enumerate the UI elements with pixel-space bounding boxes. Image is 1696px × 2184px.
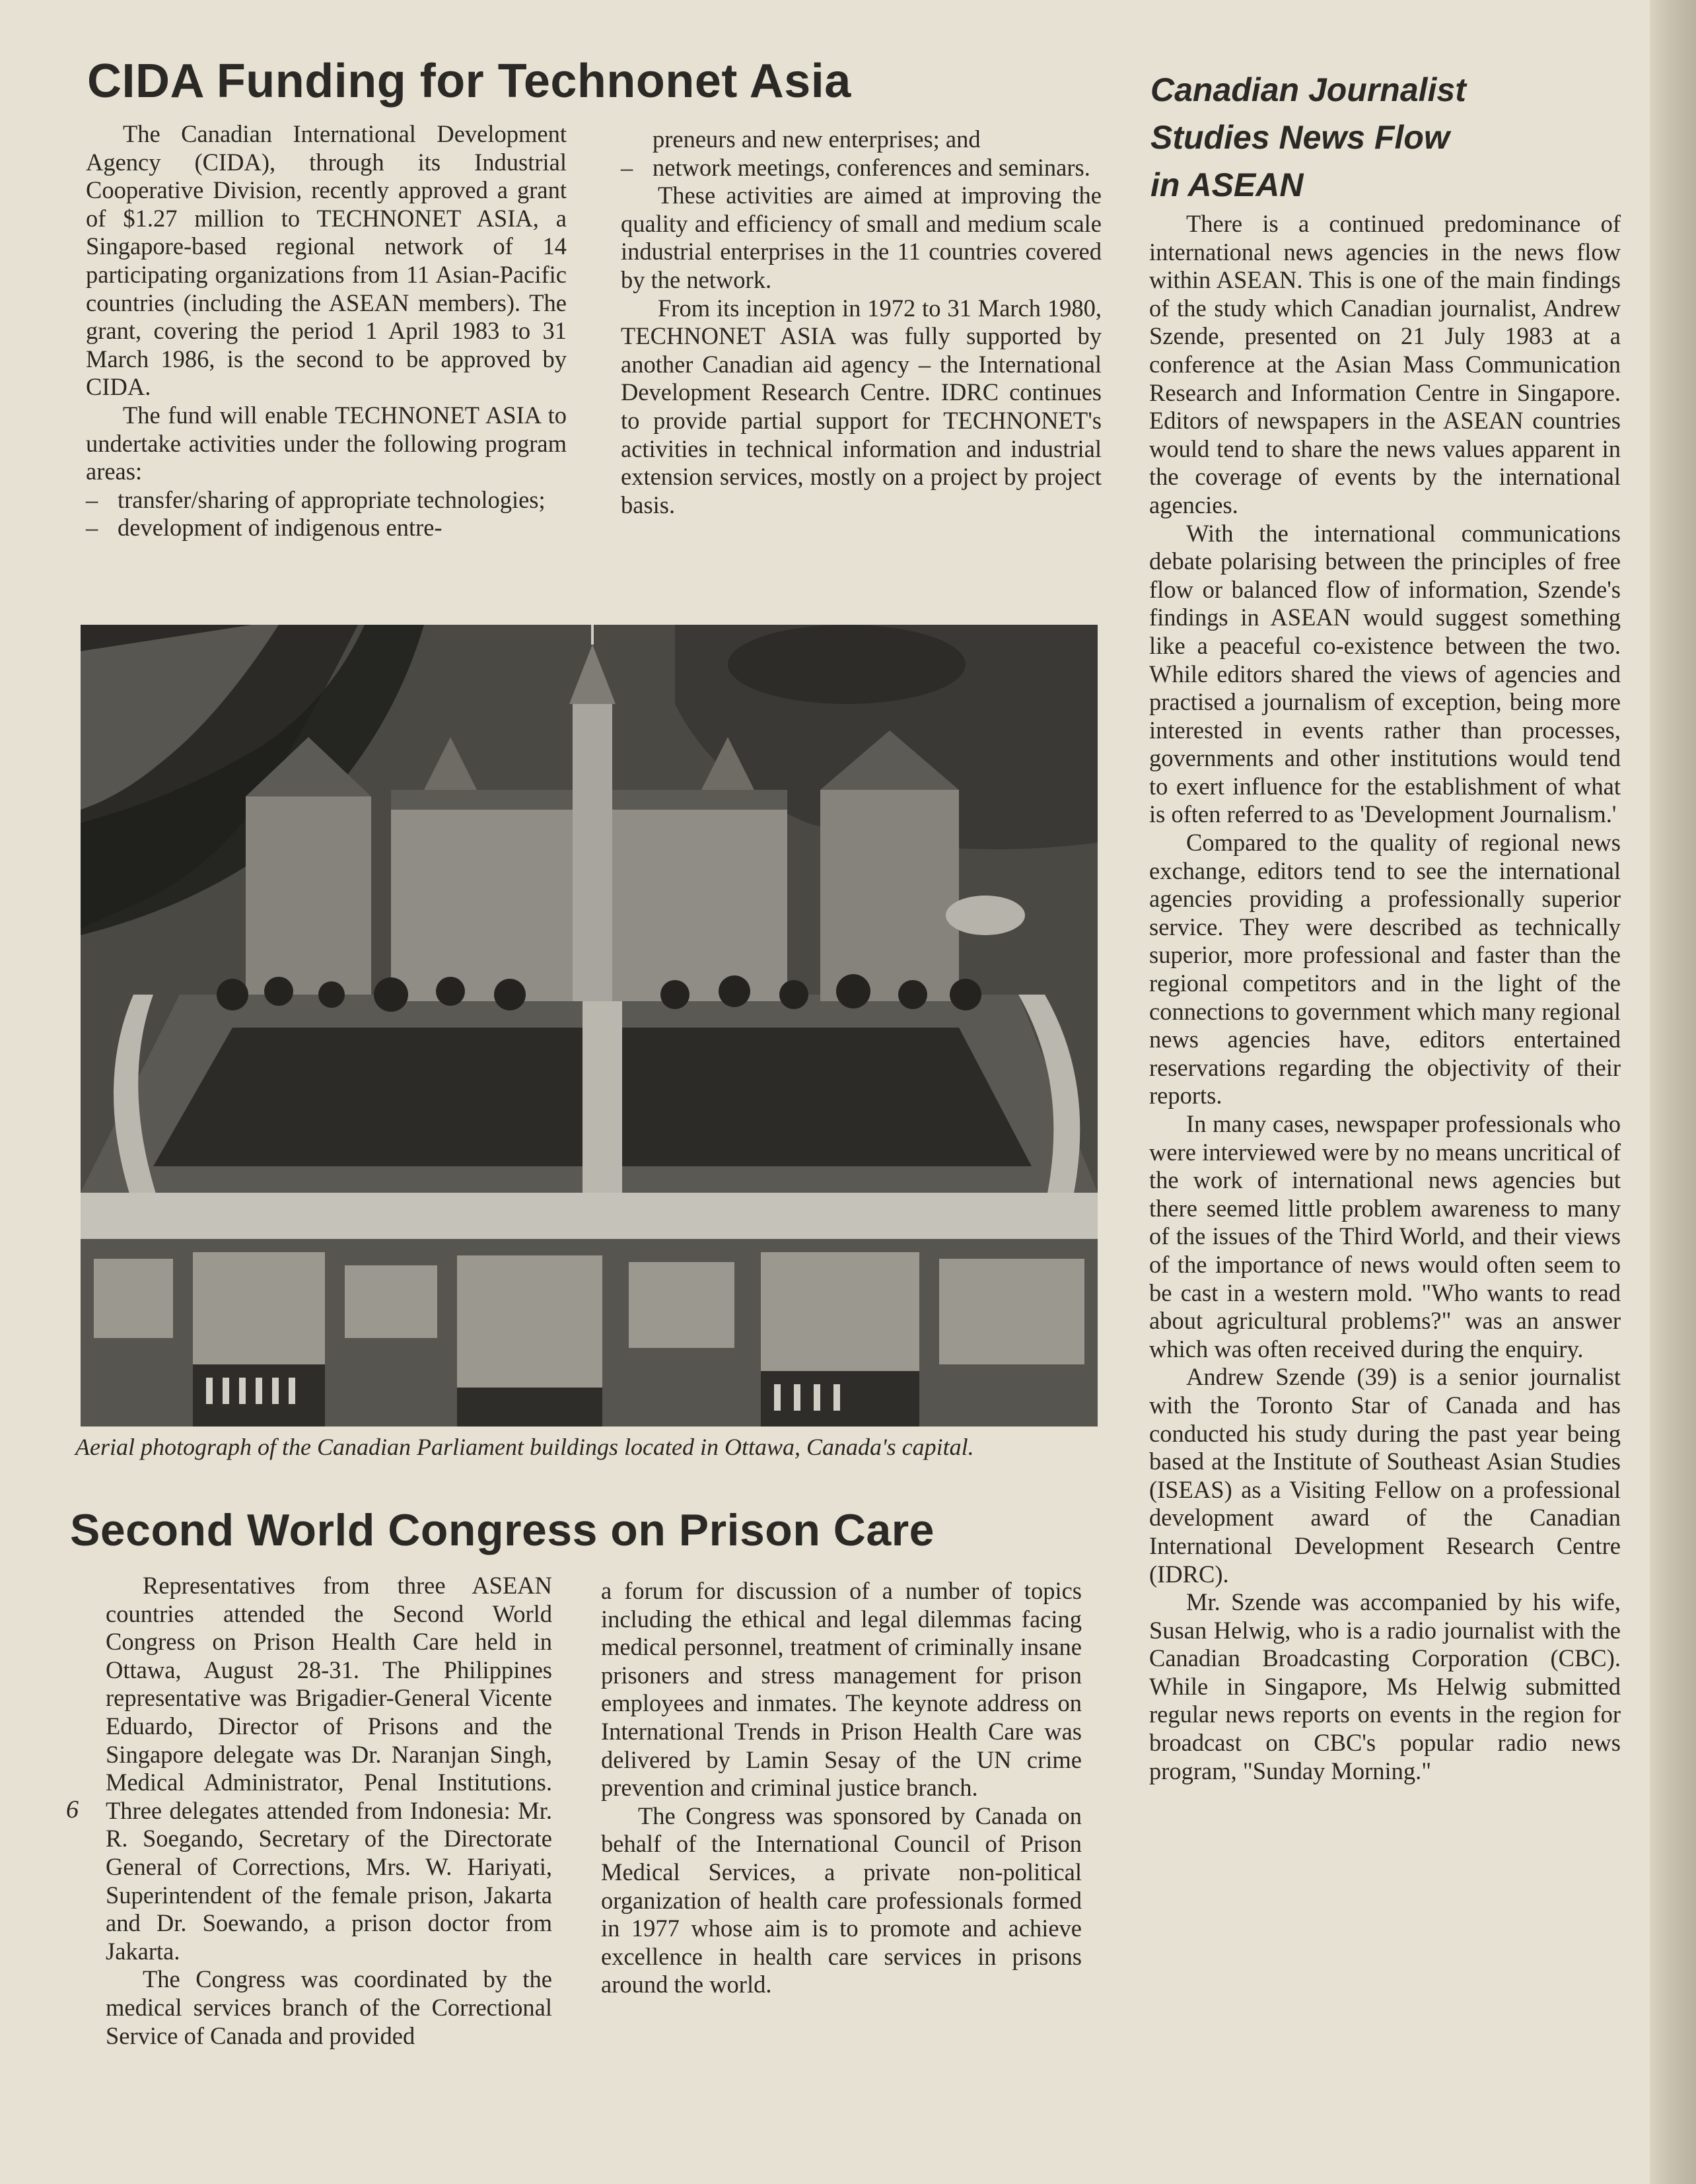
cida-list-continuation: preneurs and new enterprises; and xyxy=(653,125,981,153)
prison-headline: Second World Congress on Prison Care xyxy=(70,1505,935,1555)
journalist-headline-line-1: Canadian Journalist xyxy=(1150,71,1466,108)
photo-caption: Aerial photograph of the Canadian Parliament buildings located in Ottawa, Canada's capital. xyxy=(75,1434,974,1460)
cida-list-item-1: – transfer/sharing of appropriate technologies; xyxy=(86,486,567,514)
parliament-aerial-photo xyxy=(81,625,1098,1427)
journalist-paragraph-4: In many cases, newspaper professionals who were interviewed were by no means uncritical of the work of international news agencies but there seemed little problem awareness to many of the issues of the Third World, and their views of the importance of news would often seem to be cast in a western mold. "Who wants to read about agricultural problems?" was an answer which was often received during the enquiry. xyxy=(1149,1110,1621,1362)
journalist-headline-line-2: Studies News Flow xyxy=(1150,119,1450,156)
journalist-paragraph-1: There is a continued predominance of international news agencies in the news flow within ASEAN. This is one of the main findings of the study which Canadian journalist, Andrew Szende, presented on 21 July 1983 at a conference at the Asian Mass Communication Research and Information Centre in Singapore. Editors of newspapers in the ASEAN countries would tend to share the news values apparent in the coverage of events by the international agencies. xyxy=(1149,210,1621,518)
prison-column-1 xyxy=(106,1572,552,2050)
prison-column-2 xyxy=(601,1577,1082,1999)
page-number: 6 xyxy=(66,1796,79,1823)
prison-paragraph-2: The Congress was coordinated by the medical services branch of the Correctional Service of Canada and provided xyxy=(106,1965,552,2049)
cida-paragraph-3: These activities are aimed at improving the quality and efficiency of small and medium scale industrial enterprises in the 11 countries covered by the network. xyxy=(621,182,1102,293)
cida-list-item-2: – development of indigenous entre- xyxy=(86,514,567,542)
journalist-paragraph-3: Compared to the quality of regional news exchange, editors tend to see the international agencies providing a professionally superior service. They were described as technically superior, more professional and faster than the regional competitors and in the light of the connections to government which many regional news agencies have, editors entertained reservations regarding the objectivity of their reports. xyxy=(1149,829,1621,1110)
journalist-paragraph-6: Mr. Szende was accompanied by his wife, Susan Helwig, who is a radio journalist with the Canadian Broadcasting Corporation (CBC). While in Singapore, Ms Helwig submitted regular news reports on events in the region for broadcast on CBC's popular radio news program, "Sunday Morning." xyxy=(1149,1588,1621,1784)
prison-paragraph-continuation: a forum for discussion of a number of topics including the ethical and legal dilemmas facing medical personnel, treatment of criminally insane prisoners and stress management for prison employees and inmates. The keynote address on International Trends in Prison Health Care was delivered by Lamin Sesay of the UN crime prevention and criminal justice branch. xyxy=(601,1577,1082,1802)
cida-list-item-3: – network meetings, conferences and seminars. xyxy=(621,154,1102,182)
parliament-photo-illustration xyxy=(81,625,1098,1427)
cida-headline: CIDA Funding for Technonet Asia xyxy=(87,55,851,108)
prison-paragraph-3: The Congress was sponsored by Canada on behalf of the International Council of Prison Medical Services, a private non-political organization of health care professionals formed in 1977 whose aim is to promote and achieve excellence in health care services in prisons around the world. xyxy=(601,1802,1082,1998)
page-edge-shadow xyxy=(1650,0,1696,2184)
journalist-headline xyxy=(1150,66,1466,209)
cida-column-2 xyxy=(621,125,1102,519)
journalist-column xyxy=(1149,210,1621,1785)
cida-column-1 xyxy=(86,120,567,542)
journalist-headline-line-3: in ASEAN xyxy=(1150,166,1304,203)
journalist-paragraph-2: With the international communications debate polarising between the principles of free flow or balanced flow of information, Szende's findings in ASEAN would suggest something like a peaceful co-existence between the two. While editors shared the views of agencies and practised a journalism of exception, being more interested in events rather than processes, governments and other institutions would tend to exert influence for the establishment of what is often referred to as 'Development Journalism.' xyxy=(1149,519,1621,828)
prison-paragraph-1: Representatives from three ASEAN countries attended the Second World Congress on Prison Health Care held in Ottawa, August 28-31. The Philippines representative was Brigadier-General Vicente Eduardo, Director of Prisons and the Singapore delegate was Dr. Naranjan Singh, Medical Administrator, Penal Institutions. Three delegates attended from Indonesia: Mr. R. Soegando, Secretary of the Directorate General of Corrections, Mrs. W. Hariyati, Superintendent of the female prison, Jakarta and Dr. Soewando, a prison doctor from Jakarta. xyxy=(106,1572,552,1965)
cida-paragraph-2: The fund will enable TECHNONET ASIA to undertake activities under the following program areas: xyxy=(86,401,567,485)
journalist-paragraph-5: Andrew Szende (39) is a senior journalist with the Toronto Star of Canada and has conducted his study during the past year being based at the Institute of Southeast Asian Studies (ISEAS) as a Visiting Fellow on a professional development award of the Canadian International Development Research Centre (IDRC). xyxy=(1149,1363,1621,1588)
cida-paragraph-4: From its inception in 1972 to 31 March 1980, TECHNONET ASIA was fully supported by another Canadian aid agency – the International Development Research Centre. IDRC continues to provide partial support for TECHNONET's activities in technical information and industrial extension services, mostly on a project by project basis. xyxy=(621,294,1102,518)
cida-paragraph-1: The Canadian International Development Agency (CIDA), through its Industrial Cooperative Division, recently approved a grant of $1.27 million to TECHNONET ASIA, a Singapore-based regional network of 14 participating organizations from 11 Asian-Pacific countries (including the ASEAN members). The grant, covering the period 1 April 1983 to 31 March 1986, is the second to be approved by CIDA. xyxy=(86,120,567,401)
